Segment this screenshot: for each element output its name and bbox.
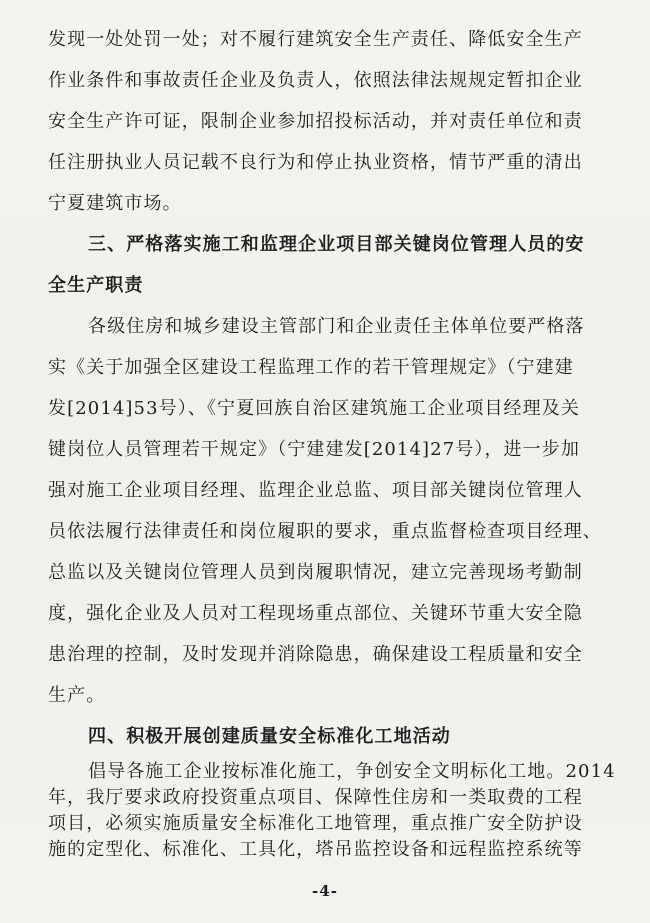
text-line: 安全生产许可证，限制企业参加招投标活动，并对责任单位和责 bbox=[48, 111, 583, 132]
text-line: 员依法履行法律责任和岗位履职的要求，重点监督检查项目经理、 bbox=[48, 521, 602, 542]
text-line: 项目，必须实施质量安全标准化工地管理，重点推广安全防护设 bbox=[48, 813, 583, 834]
text-line: 施的定型化、标准化、工具化，塔吊监控设备和远程监控系统等 bbox=[48, 839, 583, 860]
text-line: 宁夏建筑市场。 bbox=[48, 193, 182, 214]
text-line: 发现一处处罚一处；对不履行建筑安全生产责任、降低安全生产 bbox=[48, 29, 583, 50]
page-number: -4- bbox=[312, 882, 338, 900]
text-line: 作业条件和事故责任企业及负责人，依照法律法规规定暂扣企业 bbox=[48, 70, 583, 91]
text-line: 实《关于加强全区建设工程监理工作的若干管理规定》（宁建建 bbox=[48, 357, 574, 378]
section-heading-4: 四、积极开展创建质量安全标准化工地活动 bbox=[88, 726, 451, 747]
text-line: 总监以及关键岗位管理人员到岗履职情况，建立完善现场考勤制 bbox=[48, 562, 583, 583]
text-line: 倡导各施工企业按标准化施工，争创安全文明标化工地。2014 bbox=[88, 761, 616, 782]
text-line: 患治理的控制，及时发现并消除隐患，确保建设工程质量和安全 bbox=[48, 644, 583, 665]
text-line: 键岗位人员管理若干规定》（宁建建发[2014]27号），进一步加 bbox=[48, 439, 580, 460]
text-line: 年，我厅要求政府投资重点项目、保障性住房和一类取费的工程 bbox=[48, 787, 583, 808]
text-line: 各级住房和城乡建设主管部门和企业责任主体单位要严格落 bbox=[88, 316, 585, 337]
text-line: 强对施工企业项目经理、监理企业总监、项目部关键岗位管理人 bbox=[48, 480, 583, 501]
text-line: 生产。 bbox=[48, 685, 106, 706]
section-heading-3: 三、严格落实施工和监理企业项目部关键岗位管理人员的安 bbox=[88, 234, 585, 255]
text-line: 任注册执业人员记载不良行为和停止执业资格，情节严重的清出 bbox=[48, 152, 583, 173]
section-heading-3-cont: 全生产职责 bbox=[48, 275, 144, 296]
text-line: 发[2014]53号）、《宁夏回族自治区建筑施工企业项目经理及关 bbox=[48, 398, 580, 419]
text-line: 度，强化企业及人员对工程现场重点部位、关键环节重大安全隐 bbox=[48, 603, 583, 624]
